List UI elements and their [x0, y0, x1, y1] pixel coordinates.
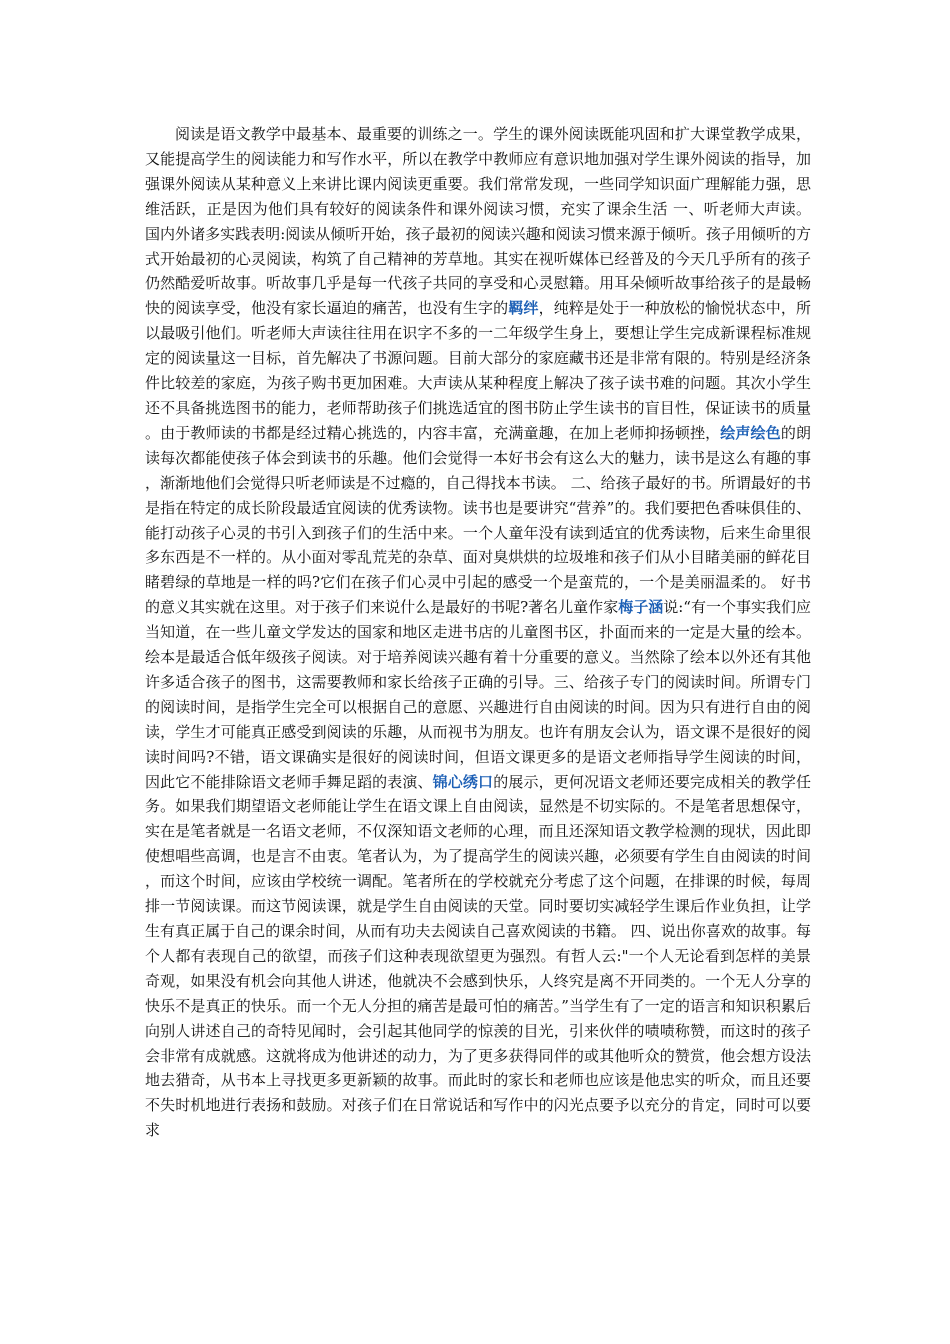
text-segment: 阅读是语文教学中最基本、最重要的训练之一。学生的课外阅读既能巩固和扩大课堂教学成果，又能提高学生的阅读能力和写作水平，所以在教学中教师应有意识地加强对学生课外阅读的指导，加强课外阅读从某种意义上来讲比课内阅读更重要。我们常常发现，一些同学知识面广理解能力强，思维活跃，正是因为他们具有较好的阅读条件和课外阅读习惯，充实了课余生活 一、听老师大声读。 国内外诸多实践表明:阅读从倾听开始，孩子最初的阅读兴趣和阅读习惯来源于倾听。孩子用倾听的方式开始最初的心灵阅读，构筑了自己精神的芳草地。其实在视听媒体已经普及的今天几乎所有的孩子仍然酷爱听故事。听故事几乎是每一代孩子共同的享受和心灵慰籍。用耳朵倾听故事给孩子的是最畅快的阅读享受，他没有家长逼迫的痛苦，也没有生字的 — [145, 125, 811, 318]
link-jinxinxiukou[interactable]: 锦心绣口 — [432, 772, 494, 791]
link-meizihan[interactable]: 梅子涵 — [618, 598, 664, 617]
text-segment: 的朗读每次都能使孩子体会到读书的乐趣。他们会觉得一本好书会有这么大的魅力，读书是这么有趣的事，渐渐地他们会觉得只听老师读是不过瘾的，自己得找本书读。 二、给孩子最好的书。所谓最好的书是指在特定的成长阶段最适宜阅读的优秀读物。读书也是要讲究“营养”的。我们要把色香味俱佳的、能打动孩子心灵的书引入到孩子们的生活中来。一个人童年没有读到适宜的优秀读物，后来生命里很多东西是不一样的。从小面对零乱荒芜的杂草、面对臭烘烘的垃圾堆和孩子们从小目睹美丽的鲜花目睹碧绿的草地是一样的吗?它们在孩子们心灵中引起的感受一个是蛮荒的，一个是美丽温柔的。 好书的意义其实就在这里。对于孩子们来说什么是最好的书呢?著名儿童作家 — [145, 423, 811, 617]
link-jiban[interactable]: 羁绊 — [508, 299, 539, 318]
text-segment: 说:“有一个事实我们应当知道，在一些儿童文学发达的国家和地区走进书店的儿童图书区，扑面而来的一定是大量的绘本。绘本是最适合低年级孩子阅读。对于培养阅读兴趣有着十分重要的意义。当然除了绘本以外还有其他许多适合孩子的图书，这需要教师和家长给孩子正确的引导。三、给孩子专门的阅读时间。所谓专门的阅读时间，是指学生完全可以根据自己的意愿、兴趣进行自由阅读的时间。因为只有进行自由的阅读，学生才可能真正感受到阅读的乐趣，从而视书为朋友。也许有朋友会认为，语文课不是很好的阅读时间吗?不错，语文课确实是很好的阅读时间，但语文课更多的是语文老师指导学生阅读的时间，因此它不能排除语文老师手舞足蹈的表演、 — [145, 598, 811, 791]
text-segment: 的展示，更何况语文老师还要完成相关的教学任务。如果我们期望语文老师能让学生在语文课上自由阅读，显然是不切实际的。不是笔者思想保守，实在是笔者就是一名语文老师，不仅深知语文老师的心理，而且还深知语文教学检测的现状，因此即使想唱些高调，也是言不由衷。笔者认为，为了提高学生的阅读兴趣，必须要有学生自由阅读的时间，而这个时间，应该由学校统一调配。笔者所在的学校就充分考虑了这个问题，在排课的时候，每周排一节阅读课。而这节阅读课，就是学生自由阅读的天堂。同时要切实减轻学生课后作业负担，让学生有真正属于自己的课余时间，从而有功夫去阅读自己喜欢阅读的书籍。 四、说出你喜欢的故事。每个人都有表现自己的欲望，而孩子们这种表现欲望更为强烈。有哲人云:"一个人无论看到怎样的美景奇观，如果没有机会向其他人讲述，他就决不会感到快乐，人终究是离不开同类的。一个无人分享的快乐不是真正的快乐。而一个无人分担的痛苦是最可怕的痛苦。”当学生有了一定的语言和知识积累后向别人讲述自己的奇特见闻时，会引起其他同学的惊羡的目光，引来伙伴的啧啧称赞，而这时的孩子会非常有成就感。这就将成为他讲述的动力，为了更多获得同伴的或其他听众的赞赏，他会想方设法地去猎奇，从书本上寻找更多更新颖的故事。而此时的家长和老师也应该是他忠实的听众，而且还要不失时机地进行表扬和鼓励。对孩子们在日常说话和写作中的闪光点要予以充分的肯定，同时可以要求 — [145, 772, 811, 1140]
article-paragraph — [145, 122, 811, 1143]
link-huishenghuise[interactable]: 绘声绘色 — [720, 423, 781, 442]
text-segment: ，纯粹是处于一种放松的愉悦状态中，所以最吸引他们。听老师大声读往往用在识字不多的一二年级学生身上，要想让学生完成新课程标准规定的阅读量这一目标，首先解决了书源问题。目前大部分的家庭藏书还是非常有限的。特别是经济条件比较差的家庭，为孩子购书更加困难。大声读从某种程度上解决了孩子读书难的问题。其次小学生还不具备挑选图书的能力，老师帮助孩子们挑选适宜的图书防止学生读书的盲目性，保证读书的质量。由于教师读的书都是经过精心挑选的，内容丰富，充满童趣，在加上老师抑扬顿挫， — [145, 299, 811, 442]
